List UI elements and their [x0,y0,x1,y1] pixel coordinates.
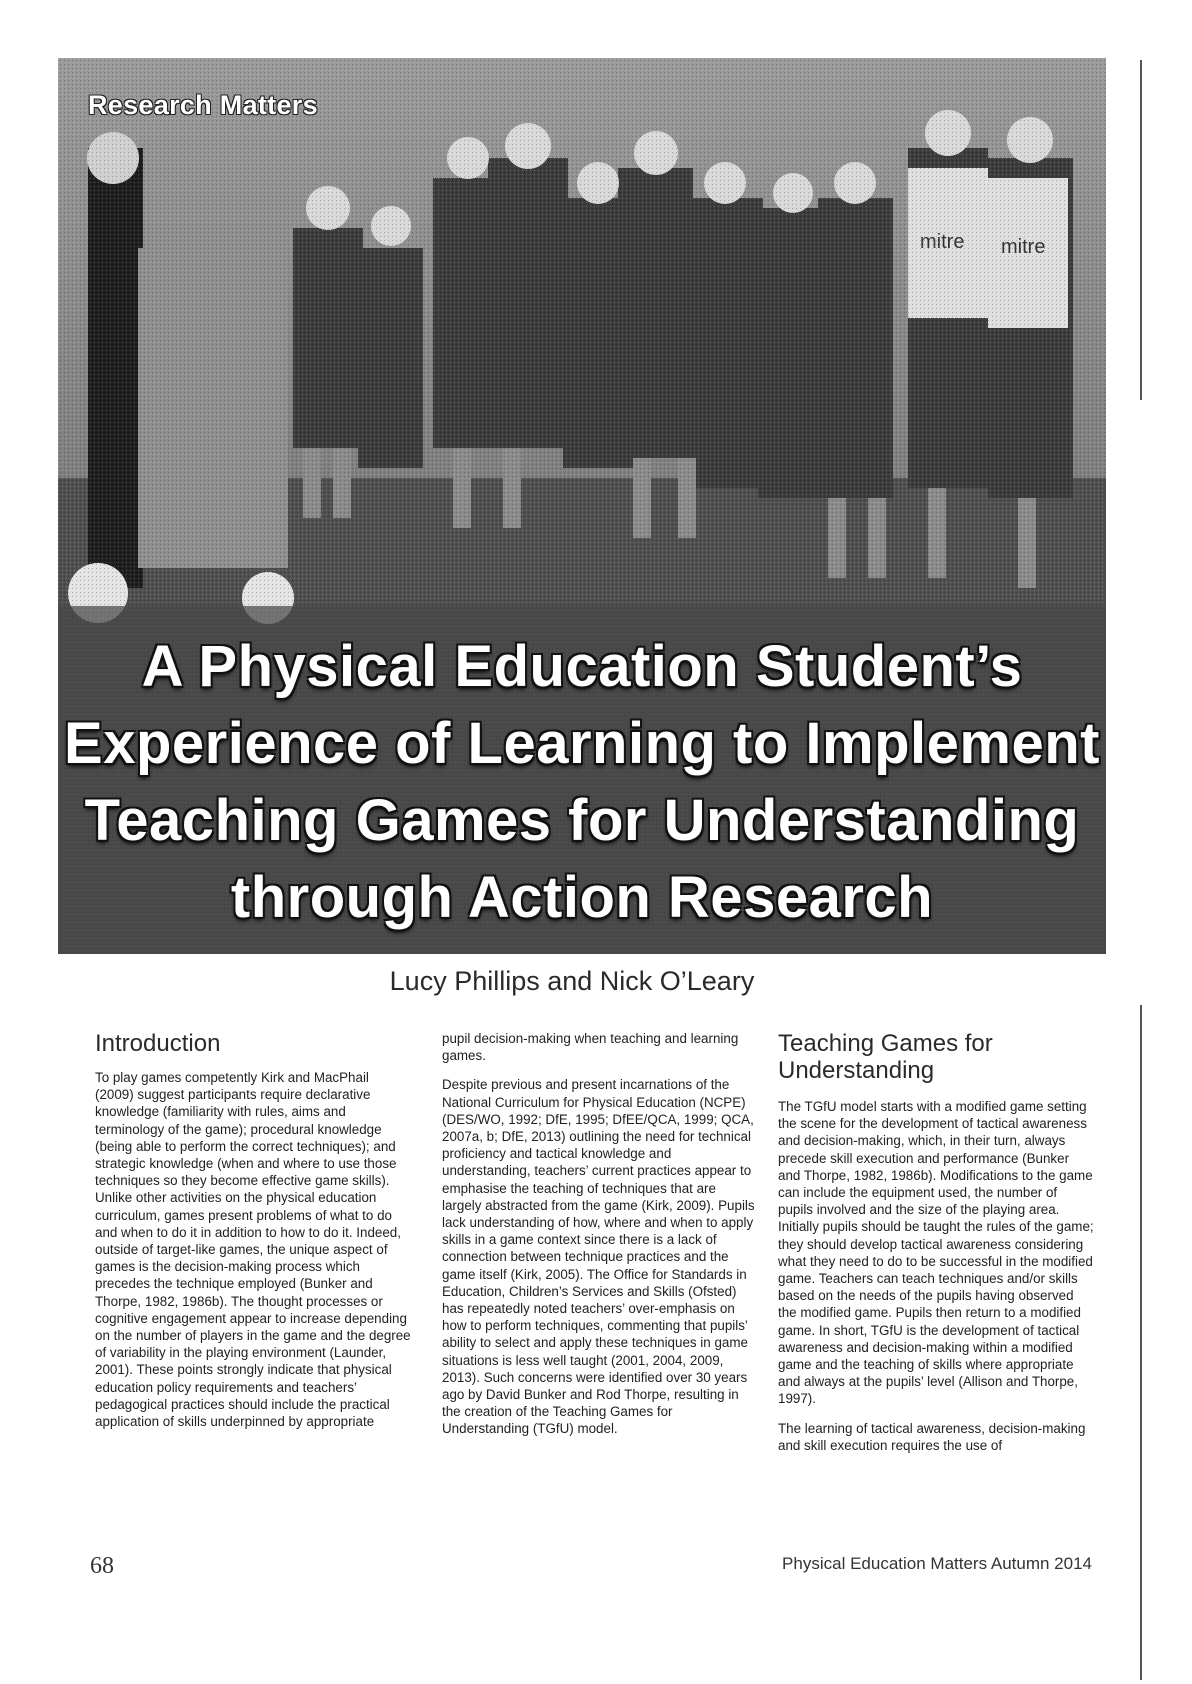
authors: Lucy Phillips and Nick O’Leary [389,966,755,996]
section-heading-tgfu: Teaching Games for Understanding [778,1030,993,1084]
hero-photo [58,58,1106,954]
column-2 [442,1030,758,1450]
article-title [58,628,1106,936]
paragraph: The TGfU model starts with a modified game setting the scene for the development of tactical awareness and decision-making, which, in their turn, always precede skill execution and performance (Bunker and Thorpe, 1982, 1986b). Modifications to the game can include the equipment used, the number of pupils involved and the size of the playing area. Initially pupils should be taught the rules of the game; they should develop tactical awareness considering what they need to do to be successful in the modified game. Teachers can teach techniques and/or skills based on the needs of the pupils having observed the modified game. Pupils then return to a modified game. In short, TGfU is the development of tactical awareness and decision-making within a modified game and the teaching of skills where appropriate and always at the pupils’ level (Allison and Thorpe, 1997). [778,1099,1094,1407]
section-tag: Research Matters [88,90,318,120]
paragraph: To play games competently Kirk and MacPhail (2009) suggest participants require declarative knowledge (familiarity with rules, aims and terminology of the game); procedural knowledge (being able to perform the correct techniques); and strategic knowledge (when and where to use those techniques so they become effective game skills). Unlike other activities on the physical education curriculum, games present problems of what to do and when to do it in addition to how to do it. Indeed, outside of target-like games, the unique aspect of games is the decision-making process which precedes the technique employed (Bunker and Thorpe, 1982, 1986b). The thought processes or cognitive engagement appear to increase depending on the number of players in the game and the degree of variability in the playing environment (Launder, 2001). These points strongly indicate that physical education policy requirements and teachers’ pedagogical practices should include the practical application of skills underpinned by appropriate [95,1070,411,1430]
title-line: through Action Research [230,865,934,930]
scan-edge-line [1140,60,1142,400]
column-3 [778,1030,1094,1466]
column-1 [95,1030,411,1442]
title-line: Experience of Learning to Implement [64,711,1100,776]
section-heading-introduction: Introduction [95,1030,221,1057]
journal-footer: Physical Education Matters Autumn 2014 [782,1554,1092,1573]
title-line: A Physical Education Student’s [141,634,1023,699]
paragraph: The learning of tactical awareness, decision-making and skill execution requires the use of [778,1420,1086,1453]
scan-edge-line [1140,1005,1142,1680]
title-line: Teaching Games for Understanding [84,788,1080,853]
paragraph: pupil decision-making when teaching and learning games. [442,1031,739,1064]
page-number: 68 [90,1553,114,1579]
paragraph: Despite previous and present incarnations of the National Curriculum for Physical Education (NCPE) (DES/WO, 1992; DfE, 1995; DfEE/QCA, 1999; QCA, 2007a, b; DfE, 2013) outlining the need for technical proficiency and tactical knowledge and understanding, teachers’ current practices appear to emphasise the teaching of techniques that are largely abstracted from the game (Kirk, 2009). Pupils lack understanding of how, where and when to apply skills in a game context since there is a lack of connection between technique practices and the game itself (Kirk, 2005). The Office for Standards in Education, Children’s Services and Skills (Ofsted) has repeatedly noted teachers’ over-emphasis on how to perform techniques, commenting that pupils’ ability to select and apply these techniques in game situations is less well taught (2001, 2004, 2009, 2013). Such concerns were identified over 30 years ago by David Bunker and Rod Thorpe, resulting in the creation of the Teaching Games for Understanding (TGfU) model. [442,1077,755,1437]
